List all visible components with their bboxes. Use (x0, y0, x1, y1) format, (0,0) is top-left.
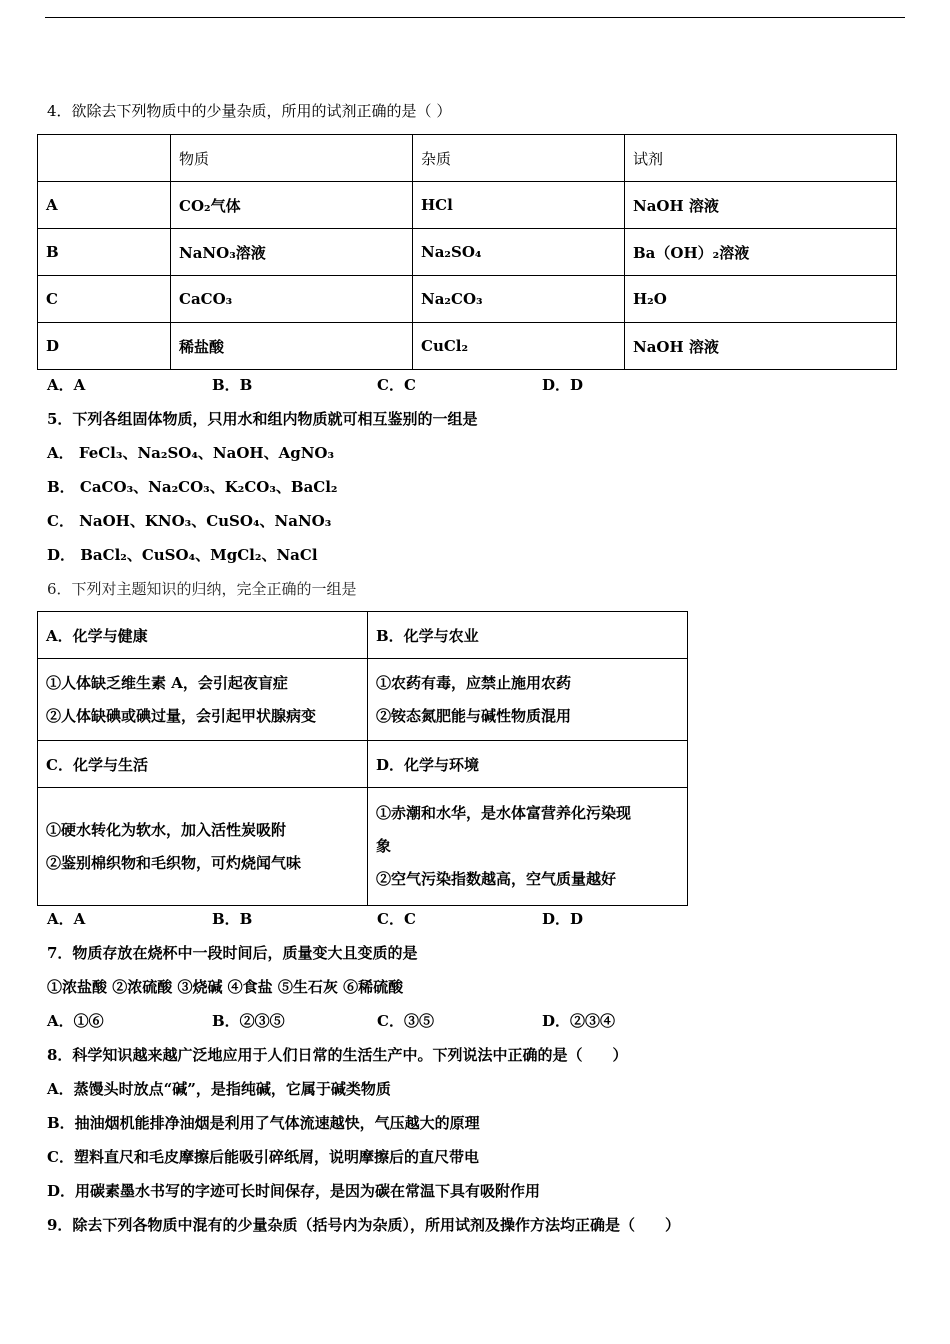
option-d[interactable]: D．②③④ (542, 1012, 616, 1030)
q4-table (37, 134, 897, 370)
q6-a-title: A．化学与健康 (38, 612, 368, 659)
option-d[interactable]: D．D (542, 910, 584, 928)
q6-c-title: C．化学与生活 (38, 741, 368, 788)
table-row (38, 182, 897, 229)
table-row (38, 229, 897, 276)
option-b[interactable]: B．②③⑤ (212, 1012, 285, 1030)
option-a[interactable]: A．A (47, 910, 86, 928)
table-cell: D (38, 323, 171, 370)
table-cell: Na₂SO₄ (413, 229, 625, 276)
table-row (38, 276, 897, 323)
table-cell: 杂质 (413, 135, 625, 182)
table-cell: 稀盐酸 (171, 323, 413, 370)
q8-option-b[interactable]: B．抽油烟机能排净油烟是利用了气体流速越快，气压越大的原理 (47, 1114, 480, 1132)
q6-c-item-2: ②鉴别棉织物和毛织物，可灼烧闻气味 (46, 853, 302, 872)
option-a[interactable]: A．A (47, 376, 86, 394)
option-b[interactable]: B．B (212, 910, 253, 928)
table-row (38, 659, 688, 741)
q6-options (47, 909, 707, 929)
q6-b-item-1: ①农药有毒，应禁止施用农药 (376, 673, 572, 692)
q6-d-item-2: ②空气污染指数越高，空气质量越好 (376, 870, 617, 888)
table-row (38, 788, 688, 906)
q4-options (47, 375, 707, 395)
option-c[interactable]: C．C (377, 910, 416, 928)
q5-stem: 5．下列各组固体物质，只用水和组内物质就可相互鉴别的一组是 (47, 410, 478, 428)
option-c[interactable]: C．③⑤ (377, 1012, 434, 1030)
q6-table (37, 611, 688, 906)
q5-option-b[interactable]: B． CaCO₃、Na₂CO₃、K₂CO₃、BaCl₂ (47, 478, 338, 496)
table-cell: HCl (413, 182, 625, 229)
table-cell: NaNO₃溶液 (171, 229, 413, 276)
table-cell: CuCl₂ (413, 323, 625, 370)
option-d[interactable]: D．D (542, 376, 584, 394)
table-cell: NaOH 溶液 (625, 182, 897, 229)
table-cell: 试剂 (625, 135, 897, 182)
option-a[interactable]: A．①⑥ (47, 1012, 104, 1030)
table-cell (368, 788, 688, 906)
q7-options (47, 1011, 707, 1031)
q5-option-a[interactable]: A． FeCl₃、Na₂SO₄、NaOH、AgNO₃ (47, 444, 335, 462)
table-cell: B (38, 229, 171, 276)
q6-c-item-1: ①硬水转化为软水，加入活性炭吸附 (46, 820, 287, 839)
table-cell: Na₂CO₃ (413, 276, 625, 323)
option-c[interactable]: C．C (377, 376, 416, 394)
q7-items: ①浓盐酸 ②浓硫酸 ③烧碱 ④食盐 ⑤生石灰 ⑥稀硫酸 (47, 978, 404, 996)
q6-a-item-2: ②人体缺碘或碘过量，会引起甲状腺病变 (46, 706, 317, 725)
table-cell: C (38, 276, 171, 323)
table-row (38, 612, 688, 659)
q9-stem: 9．除去下列各物质中混有的少量杂质（括号内为杂质），所用试剂及操作方法均正确是（ ） (47, 1216, 680, 1234)
table-cell: Ba（OH）₂溶液 (625, 229, 897, 276)
q6-b-item-2: ②铵态氮肥能与碱性物质混用 (376, 706, 572, 725)
header-rule (45, 17, 905, 18)
q6-d-item-1: ①赤潮和水华，是水体富营养化污染现 (376, 804, 632, 822)
table-cell: H₂O (625, 276, 897, 323)
q5-option-d[interactable]: D． BaCl₂、CuSO₄、MgCl₂、NaCl (47, 546, 318, 564)
table-cell (38, 659, 368, 741)
option-b[interactable]: B．B (212, 376, 253, 394)
q8-option-a[interactable]: A．蒸馒头时放点“碱”，是指纯碱，它属于碱类物质 (47, 1080, 391, 1098)
q6-a-item-1: ①人体缺乏维生素 A，会引起夜盲症 (46, 673, 288, 692)
table-row (38, 135, 897, 182)
table-cell: A (38, 182, 171, 229)
q6-d-item-1-cont: 象 (376, 837, 392, 855)
table-cell: 物质 (171, 135, 413, 182)
table-cell (38, 788, 368, 906)
q8-option-c[interactable]: C．塑料直尺和毛皮摩擦后能吸引碎纸屑，说明摩擦后的直尺带电 (47, 1148, 479, 1166)
q8-option-d[interactable]: D．用碳素墨水书写的字迹可长时间保存，是因为碳在常温下具有吸附作用 (47, 1182, 541, 1200)
table-cell: CaCO₃ (171, 276, 413, 323)
table-row (38, 741, 688, 788)
table-cell: NaOH 溶液 (625, 323, 897, 370)
q8-stem: 8．科学知识越来越广泛地应用于人们日常的生活生产中。下列说法中正确的是（ ） (47, 1046, 628, 1064)
table-cell (368, 659, 688, 741)
table-cell (38, 135, 171, 182)
q4-stem: 4．欲除去下列物质中的少量杂质，所用的试剂正确的是（ ） (47, 102, 452, 120)
table-row (38, 323, 897, 370)
q6-stem: 6．下列对主题知识的归纳，完全正确的一组是 (47, 580, 357, 598)
q5-option-c[interactable]: C． NaOH、KNO₃、CuSO₄、NaNO₃ (47, 512, 332, 530)
q6-d-title: D．化学与环境 (368, 741, 688, 788)
q7-stem: 7．物质存放在烧杯中一段时间后，质量变大且变质的是 (47, 944, 418, 962)
q6-b-title: B．化学与农业 (368, 612, 688, 659)
table-cell: CO₂气体 (171, 182, 413, 229)
